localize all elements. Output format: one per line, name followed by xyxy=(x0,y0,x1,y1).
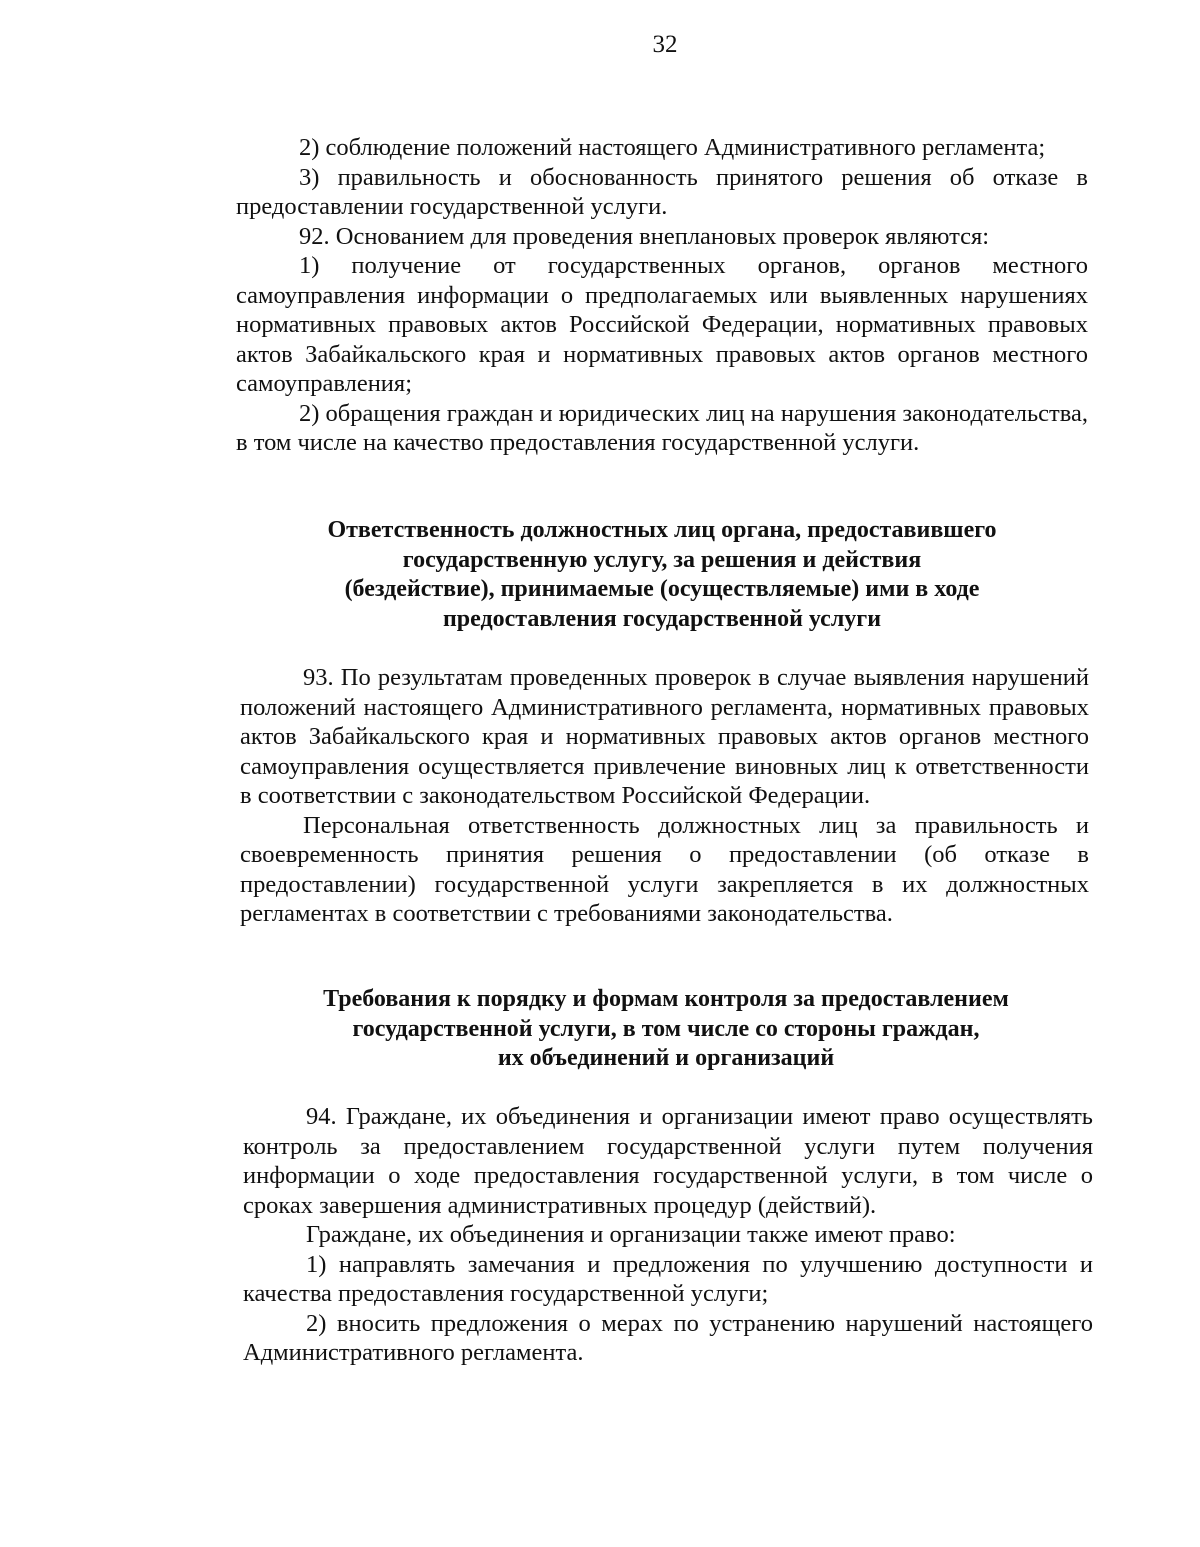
paragraph: 94. Граждане, их объединения и организации имеют право осуществлять контроль за предоставлением государственной услуги путем получения информации о ходе предоставления государственной услуги, в том числе о сроках завершения административных процедур (действий). xyxy=(243,1103,1093,1219)
section-heading-responsibility xyxy=(236,516,1088,634)
heading-line: государственной услуги, в том числе со стороны граждан, xyxy=(352,1015,980,1042)
paragraph: Граждане, их объединения и организации также имеют право: xyxy=(306,1221,956,1248)
heading-line: Требования к порядку и формам контроля за предоставлением xyxy=(323,986,1009,1012)
text-block-responsibility xyxy=(240,663,1089,929)
heading-line: государственную услугу, за решения и действия xyxy=(402,546,922,573)
text-block-inspections xyxy=(236,133,1088,458)
paragraph: 93. По результатам проведенных проверок в случае выявления нарушений положений настоящего Административного регламента, нормативных правовых актов Забайкальского края и нормативных правовых актов органов местного самоуправления осуществляется привлечение виновных лиц к ответственности в соответствии с законодательством Российской Федерации. xyxy=(240,664,1089,809)
heading-line: (бездействие), принимаемые (осуществляемые) ими в ходе xyxy=(344,576,980,602)
heading-line: Ответственность должностных лиц органа, предоставившего xyxy=(327,517,997,543)
paragraph: Персональная ответственность должностных лиц за правильность и своевременность принятия решения о предоставлении (об отказе в предоставлении) государственной услуги закрепляется в их должностных регламентах в соответствии с требованиями законодательства. xyxy=(240,811,1089,927)
text-block-control xyxy=(243,1102,1093,1368)
paragraph: 2) обращения граждан и юридических лиц на нарушения законодательства, в том числе на качество предоставления государственной услуги. xyxy=(236,399,1088,456)
heading-line: их объединений и организаций xyxy=(497,1045,835,1071)
page-number: 32 xyxy=(652,31,678,58)
paragraph: 3) правильность и обоснованность принятого решения об отказе в предоставлении государственной услуги. xyxy=(236,163,1088,220)
paragraph: 1) получение от государственных органов, органов местного самоуправления информации о предполагаемых или выявленных нарушениях нормативных правовых актов Российской Федерации, нормативных правовых актов Забайкальского края и нормативных правовых актов органов местного самоуправления; xyxy=(236,252,1088,397)
heading-line: предоставления государственной услуги xyxy=(442,605,882,632)
paragraph: 1) направлять замечания и предложения по улучшению доступности и качества предоставления государственной услуги; xyxy=(243,1250,1093,1307)
paragraph: 92. Основанием для проведения внеплановых проверок являются: xyxy=(299,222,990,250)
section-heading-control xyxy=(240,985,1092,1074)
paragraph: 2) соблюдение положений настоящего Административного регламента; xyxy=(299,134,1046,161)
paragraph: 2) вносить предложения о мерах по устранению нарушений настоящего Административного регламента. xyxy=(243,1309,1093,1366)
